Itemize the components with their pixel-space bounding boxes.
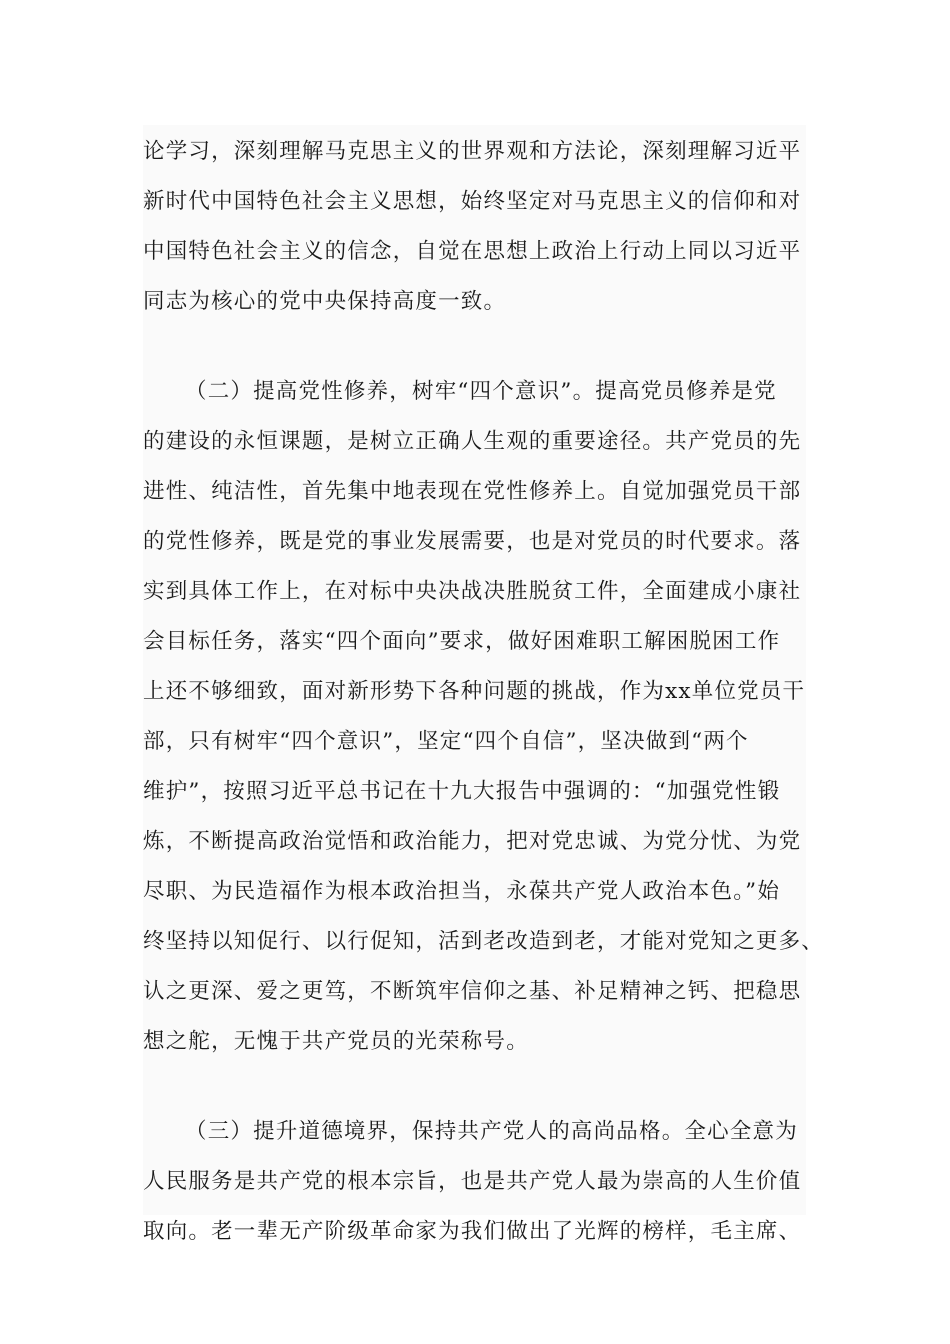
paragraph-1 <box>143 125 806 327</box>
text-line: 的党性修养，既是党的事业发展需要，也是对党员的时代要求。落 <box>143 529 802 554</box>
text-line: 炼，不断提高政治觉悟和政治能力，把对党忠诚、为党分忧、为党 <box>143 829 802 854</box>
text-line: （三）提升道德境界，保持共产党人的高尚品格。全心全意为 <box>185 1119 798 1144</box>
text-line: 进性、纯洁性，首先集中地表现在党性修养上。自觉加强党员干部 <box>143 479 802 504</box>
text-line: （二）提高党性修养，树牢“四个意识”。提高党员修养是党 <box>185 379 777 404</box>
text-line: 人民服务是共产党的根本宗旨，也是共产党人最为崇高的人生价值 <box>143 1169 802 1194</box>
text-line: 尽职、为民造福作为根本政治担当，永葆共产党人政治本色。”始 <box>143 879 781 904</box>
text-line: 论学习，深刻理解马克思主义的世界观和方法论，深刻理解习近平 <box>143 139 802 164</box>
text-line: 实到具体工作上，在对标中央决战决胜脱贫工件，全面建成小康社 <box>143 579 802 604</box>
paragraph-3 <box>143 1107 806 1257</box>
text-line: 维护”，按照习近平总书记在十九大报告中强调的：“加强党性锻 <box>143 779 781 804</box>
text-line: 的建设的永恒课题，是树立正确人生观的重要途径。共产党员的先 <box>143 429 802 454</box>
text-line: 同志为核心的党中央保持高度一致。 <box>143 289 507 314</box>
text-line: 部，只有树牢“四个意识”，坚定“四个自信”，坚决做到“两个 <box>143 729 749 754</box>
text-line: 上还不够细致，面对新形势下各种问题的挑战，作为xx单位党员干 <box>143 679 806 704</box>
text-line: 取向。老一辈无产阶级革命家为我们做出了光辉的榜样，毛主席、 <box>143 1219 802 1244</box>
text-line: 中国特色社会主义的信念，自觉在思想上政治上行动上同以习近平 <box>143 239 802 264</box>
text-line: 认之更深、爱之更笃，不断筑牢信仰之基、补足精神之钙、把稳思 <box>143 979 802 1004</box>
text-line: 想之舵，无愧于共产党员的光荣称号。 <box>143 1029 529 1054</box>
paragraph-2 <box>143 367 825 1067</box>
text-line: 会目标任务，落实“四个面向”要求，做好困难职工解困脱困工作 <box>143 629 781 654</box>
text-line: 终坚持以知促行、以行促知，活到老改造到老，才能对党知之更多、 <box>143 929 825 954</box>
text-line: 新时代中国特色社会主义思想，始终坚定对马克思主义的信仰和对 <box>143 189 802 214</box>
document-body <box>143 125 825 1244</box>
